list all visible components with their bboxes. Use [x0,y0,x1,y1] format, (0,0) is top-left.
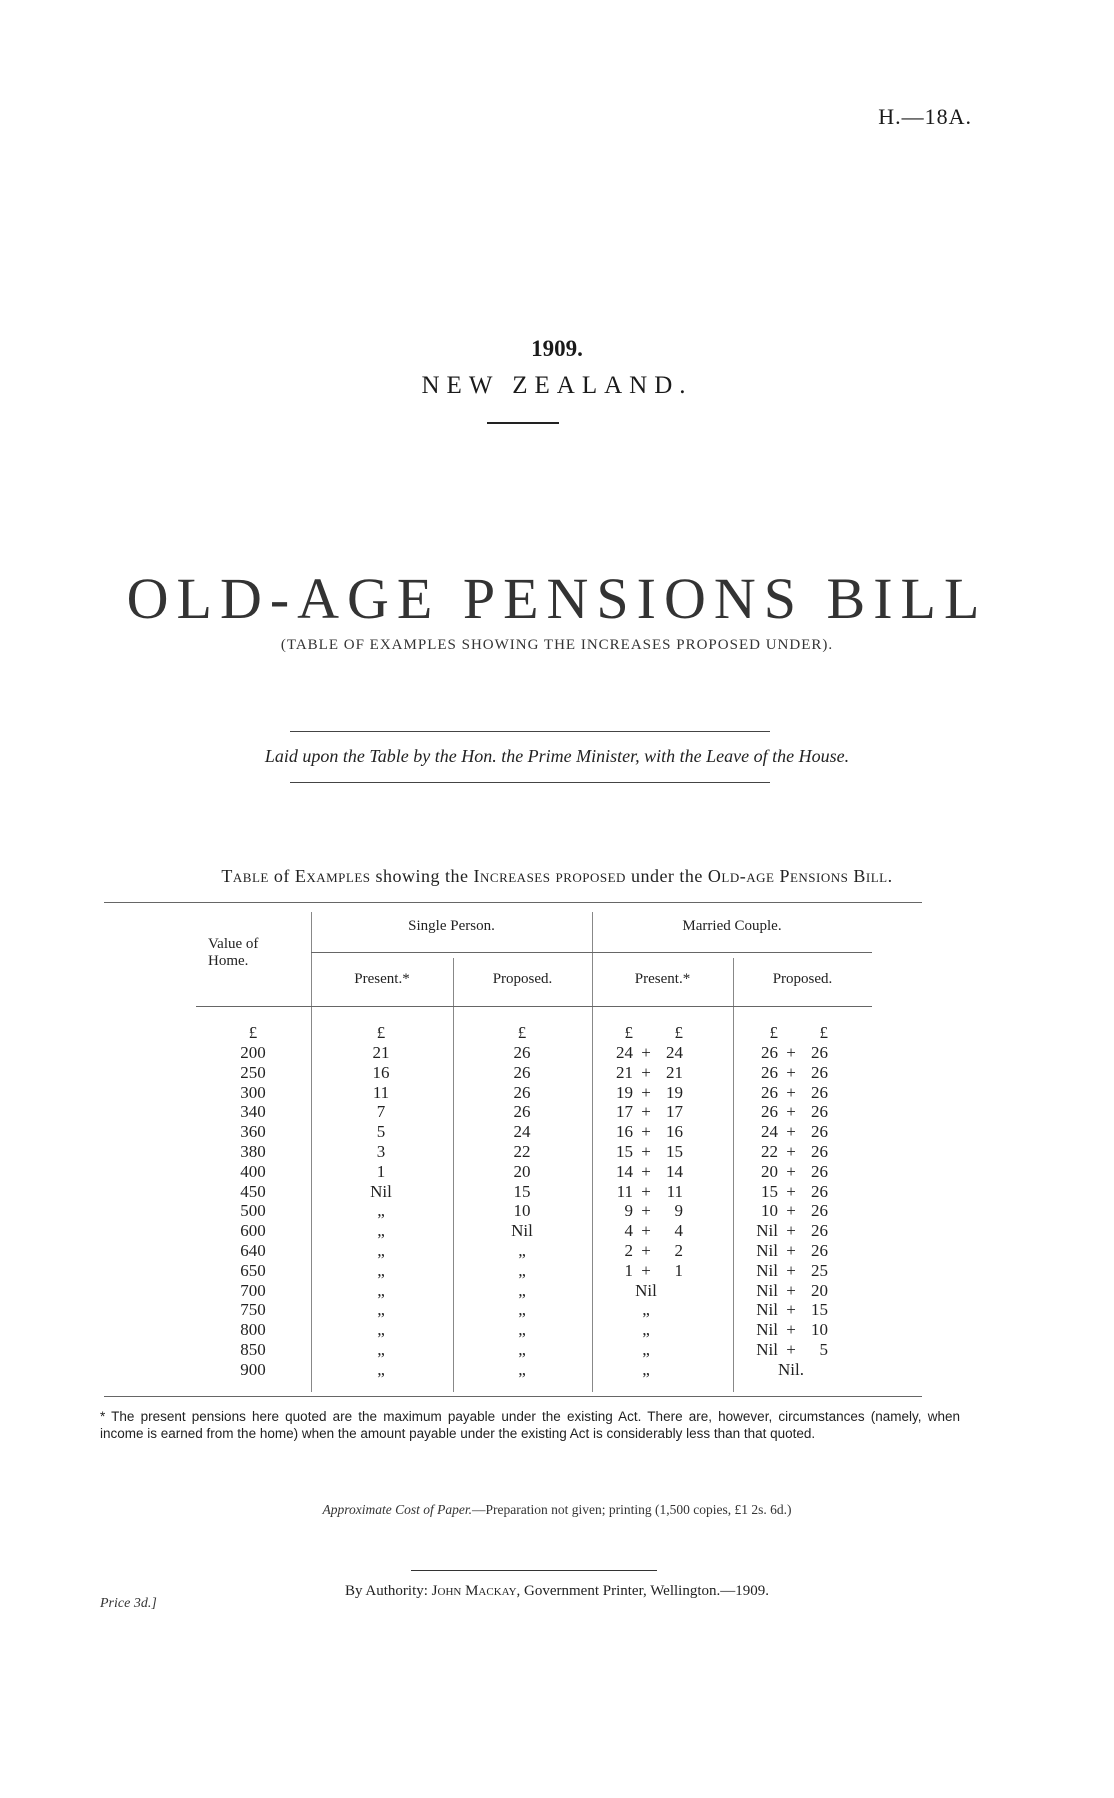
value-of-home-cell: 200 [240,1043,266,1062]
group-header-married-couple: Married Couple. [682,918,782,934]
single-present-cell: 5 [376,1122,386,1142]
value-of-home-cell: 400 [240,1161,266,1181]
married-present-cell: „ [642,1300,650,1320]
table-rule-top [104,902,922,903]
table-rule-bottom [104,1396,922,1397]
col-header-single-present: Present.* [354,971,410,987]
married-proposed-cell: Nil + 26 [756,1221,828,1241]
table-rule-header [196,1006,872,1007]
value-of-home-cell: 700 [240,1280,266,1300]
col-header-single-proposed: Proposed. [492,971,553,987]
married-proposed-cell: Nil + 10 [756,1320,828,1340]
value-of-home-cell: 600 [240,1221,266,1241]
value-of-home-cell: 450 [240,1181,266,1201]
single-present-cell: „ [377,1280,385,1300]
col-header-value-of-home: Value of Home. [208,936,259,969]
currency-single-proposed: £ [517,1023,527,1042]
single-proposed-cell: Nil [511,1221,533,1241]
value-of-home-cell: 650 [240,1260,266,1280]
single-present-cell: „ [377,1240,385,1260]
single-present-cell: 11 [372,1082,390,1102]
married-proposed-cell: Nil + 5 [756,1339,828,1359]
single-present-cell: „ [377,1260,385,1280]
value-of-home-cell: 640 [240,1240,266,1260]
country: NEW ZEALAND. [421,372,693,399]
married-present-cell: 17 + 17 [616,1102,683,1122]
single-present-cell: „ [377,1201,385,1221]
single-proposed-cell: „ [518,1359,526,1379]
married-proposed-cell: 20 + 26 [761,1161,828,1181]
value-of-home-cell: 900 [240,1359,266,1379]
value-of-home-cell: 360 [240,1122,266,1142]
married-proposed-cell: Nil. [778,1359,804,1379]
married-present-cell: „ [642,1359,650,1379]
married-present-cell: 1 + 1 [624,1260,683,1280]
printer-authority: By Authority: John Mackay, Government Printer, Wellington.—1909. [344,1583,769,1599]
price: Price 3d.] [100,1596,157,1611]
married-proposed-cell: 26 + 26 [761,1043,828,1062]
divider-authority [411,1570,657,1571]
single-proposed-cell: 22 [513,1141,531,1161]
laid-upon-table: Laid upon the Table by the Hon. the Prime Minister, with the Leave of the House. [264,746,850,766]
table-vline [453,958,454,1392]
married-present-cell: 15 + 15 [616,1141,683,1161]
single-present-cell: „ [377,1320,385,1340]
single-proposed-cell: „ [518,1339,526,1359]
column-single-proposed [472,1043,572,1380]
table-rule-group [311,952,872,953]
single-present-cell: „ [377,1339,385,1359]
single-proposed-cell: „ [518,1240,526,1260]
single-proposed-cell: 20 [513,1161,531,1181]
single-proposed-cell: 24 [513,1122,531,1142]
table-caption: Table of Examples showing the Increases proposed under the Old-age Pensions Bill. [221,866,893,886]
currency-value: £ [248,1023,258,1042]
married-proposed-cell: 10 + 26 [761,1201,828,1221]
married-present-cell: „ [642,1339,650,1359]
value-of-home-cell: 380 [240,1141,266,1161]
single-proposed-cell: 10 [513,1201,531,1221]
married-present-cell: 4 + 4 [624,1221,683,1241]
col-header-married-proposed: Proposed. [772,971,833,987]
column-married-present [609,1043,683,1380]
single-proposed-cell: „ [518,1280,526,1300]
married-proposed-cell: 24 + 26 [761,1122,828,1142]
value-of-home-cell: 300 [240,1082,266,1102]
single-present-cell: 3 [376,1141,386,1161]
value-of-home-cell: 250 [240,1062,266,1082]
married-present-cell: 14 + 14 [616,1161,683,1181]
single-present-cell: „ [377,1300,385,1320]
currency-married-proposed: £ £ [769,1023,828,1042]
single-proposed-cell: 26 [513,1062,531,1082]
parliamentary-paper-reference: H.—18A. [878,104,972,129]
column-value-of-home [208,1043,298,1380]
col-header-married-present: Present.* [634,971,691,987]
bill-subtitle: (TABLE OF EXAMPLES SHOWING THE INCREASES PROPOSED UNDER). [280,637,834,653]
single-present-cell: „ [377,1359,385,1379]
single-proposed-cell: „ [518,1300,526,1320]
married-present-cell: 24 + 24 [616,1043,683,1062]
single-present-cell: „ [377,1221,385,1241]
married-present-cell: 9 + 9 [624,1201,683,1221]
single-present-cell: 16 [372,1062,390,1082]
value-of-home-cell: 340 [240,1102,266,1122]
married-present-cell: 2 + 2 [624,1240,683,1260]
single-proposed-cell: „ [518,1320,526,1340]
married-proposed-cell: 22 + 26 [761,1141,828,1161]
single-proposed-cell: „ [518,1260,526,1280]
married-proposed-cell: 26 + 26 [761,1082,828,1102]
bill-title: OLD-AGE PENSIONS BILL [126,566,988,631]
cost-of-paper: Approximate Cost of Paper.—Preparation not given; printing (1,500 copies, £1 2s. 6d.) [322,1502,792,1517]
single-proposed-cell: 26 [513,1082,531,1102]
married-present-cell: „ [642,1320,650,1340]
married-present-cell: Nil [635,1280,657,1300]
single-proposed-cell: 26 [513,1043,531,1062]
value-of-home-cell: 850 [240,1339,266,1359]
married-proposed-cell: Nil + 15 [756,1300,828,1320]
married-proposed-cell: Nil + 25 [756,1260,828,1280]
single-present-cell: 21 [372,1043,390,1062]
single-proposed-cell: 26 [513,1102,531,1122]
single-present-cell: 1 [376,1161,386,1181]
married-proposed-cell: Nil + 20 [756,1280,828,1300]
value-of-home-cell: 750 [240,1300,266,1320]
year: 1909. [531,336,583,361]
single-present-cell: Nil [370,1181,392,1201]
column-married-proposed [754,1043,828,1380]
table-vline [733,958,734,1392]
currency-single-present: £ [376,1023,386,1042]
married-proposed-cell: Nil + 26 [756,1240,828,1260]
married-proposed-cell: 15 + 26 [761,1181,828,1201]
married-present-cell: 19 + 19 [616,1082,683,1102]
married-proposed-cell: 26 + 26 [761,1062,828,1082]
column-single-present [331,1043,431,1380]
value-of-home-cell: 800 [240,1320,266,1340]
married-proposed-cell: 26 + 26 [761,1102,828,1122]
married-present-cell: 16 + 16 [616,1122,683,1142]
currency-married-present: £ £ [624,1023,683,1042]
single-present-cell: 7 [376,1102,386,1122]
value-of-home-cell: 500 [240,1201,266,1221]
footnote: * The present pensions here quoted are the maximum payable under the existing Act. There are, however, circumstances (namely, when income is earned from the home) when the amount payable under the existing Act is considerably less than that quoted. [100,1409,960,1441]
married-present-cell: 11 + 11 [616,1181,683,1201]
group-header-single-person: Single Person. [408,918,495,934]
single-proposed-cell: 15 [513,1181,531,1201]
married-present-cell: 21 + 21 [616,1062,683,1082]
